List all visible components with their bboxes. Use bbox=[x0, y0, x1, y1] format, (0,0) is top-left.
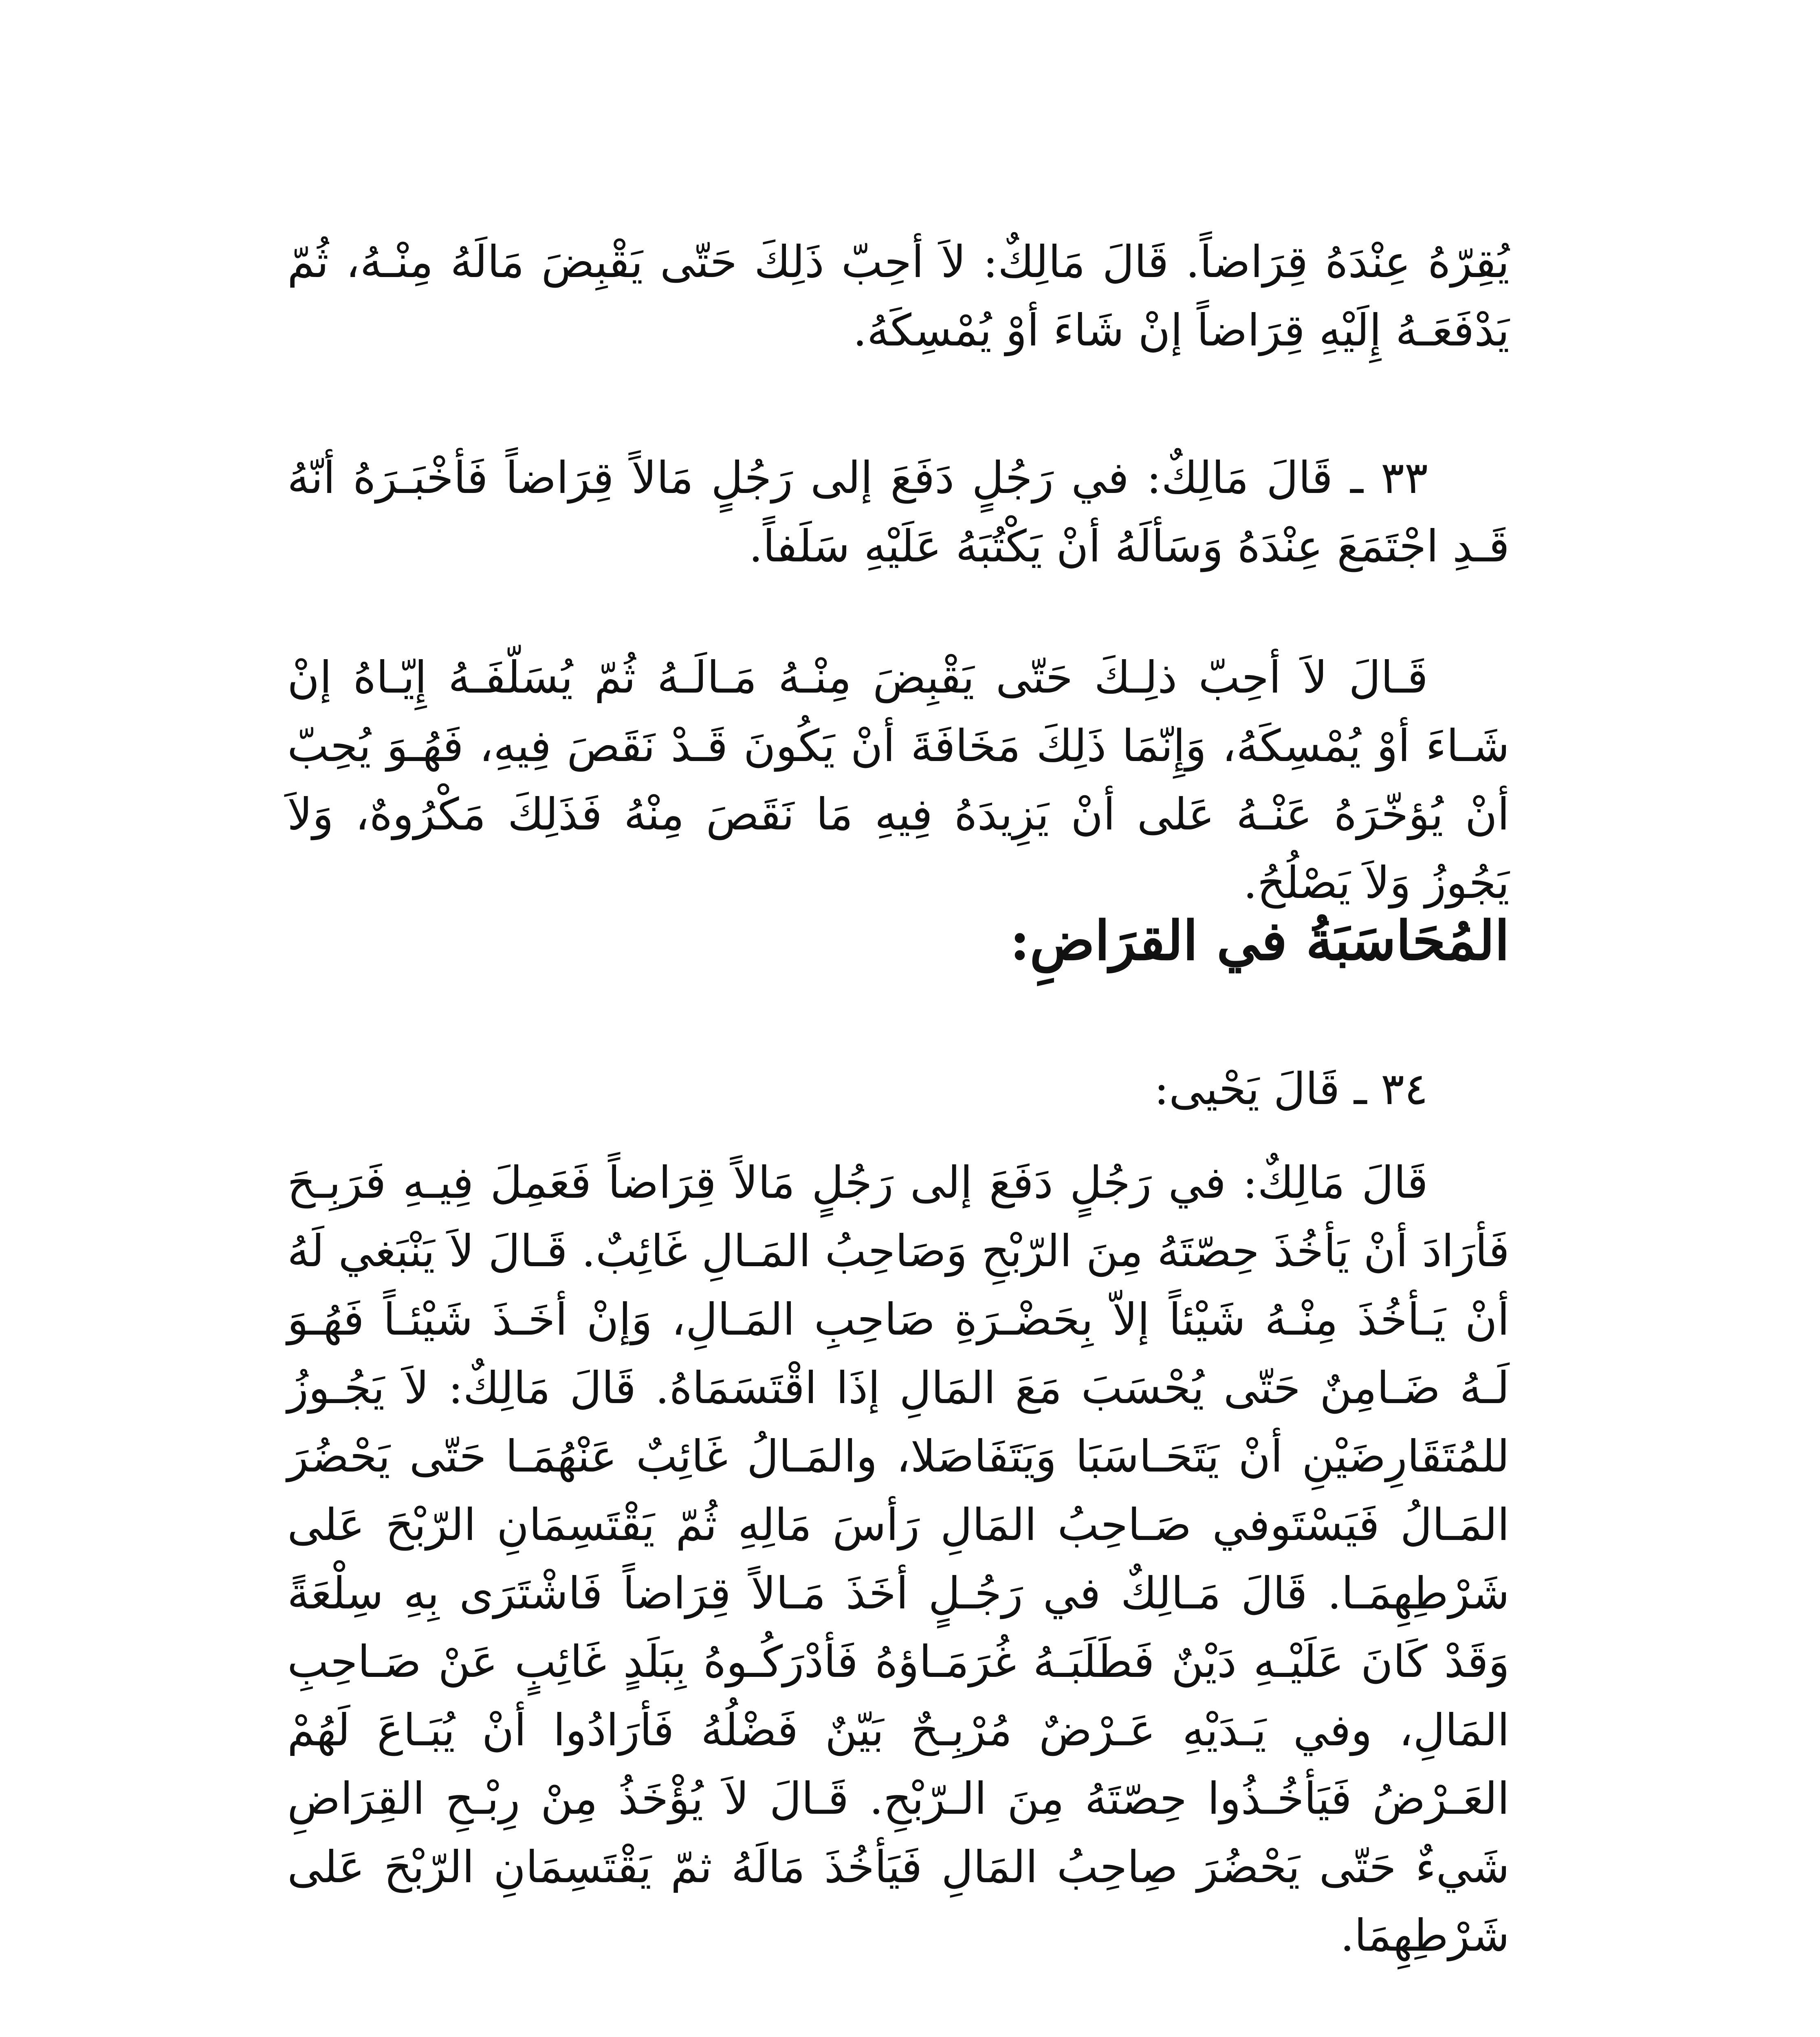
section-heading: المُحَاسَبَةُ في القرَاضِ: bbox=[1010, 909, 1510, 972]
paragraph-34-intro: ٣٤ ـ قَالَ يَحْيى: bbox=[1154, 1064, 1428, 1115]
paragraph-33-answer: قَـالَ لاَ أحِبّ ذلِـكَ حَتّى يَقْبِضَ مِنْـهُ مَـالَـهُ ثُمّ يُسَلّفَـهُ إِيّـاهُ إنْ شَـاءَ أوْ يُمْسِكَهُ، وَإِنّمَا ذَلِكَ مَخَافَةَ أنْ يَكُونَ قَـدْ نَقَصَ فِيهِ، فَهُـوَ يُحِبّ أنْ يُؤخّرَهُ عَنْـهُ عَلى أنْ يَزِيدَهُ فِيهِ مَا نَقَصَ مِنْهُ فَذَلِكَ مَكْرُوهٌ، وَلاَ يَجُوزُ وَلاَ يَصْلُحُ. bbox=[287, 652, 1510, 909]
paragraph-33: ٣٣ ـ قَالَ مَالِكٌ: في رَجُلٍ دَفَعَ إلى رَجُلٍ مَالاً قِرَاضاً فَأخْبَـرَهُ أنّهُ قَـدِ اجْتَمَعَ عِنْدَهُ وَسَألَهُ أنْ يَكْتُبَهُ عَلَيْهِ سَلَفاً. bbox=[287, 453, 1510, 572]
paragraph-34: قَالَ مَالِكٌ: في رَجُلٍ دَفَعَ إلى رَجُلٍ مَالاً قِرَاضاً فَعَمِلَ فِيـهِ فَرَبِـحَ فَأرَادَ أنْ يَأخُذَ حِصّتَهُ مِنَ الرّبْحِ وَصَاحِبُ المَـالِ غَائِبٌ. قَـالَ لاَ يَنْبَغي لَهُ أنْ يَـأخُذَ مِنْـهُ شَيْئاً إلاّ بِحَضْـرَةِ صَاحِبِ المَـالِ، وَإنْ أخَـذَ شَيْئـاً فَهُـوَ لَـهُ ضَـامِنٌ حَتّى يُحْسَبَ مَعَ المَالِ إذَا اقْتَسَمَاهُ. قَالَ مَالِكٌ: لاَ يَجُـوزُ للمُتَقَارِضَيْنِ أنْ يَتَحَـاسَبَا وَيَتَفَاصَلا، والمَـالُ غَائِبٌ عَنْهُمَـا حَتّى يَحْضُرَ المَـالُ فَيَسْتَوفي صَـاحِبُ المَالِ رَأسَ مَالِهِ ثُمّ يَقْتَسِمَانِ الرّبْحَ عَلى شَرْطِهِمَـا. قَالَ مَـالِكٌ في رَجُـلٍ أخَذَ مَـالاً قِرَاضاً فَاشْتَرَى بِهِ سِلْعَةً وَقَدْ كَانَ عَلَيْـهِ دَيْنٌ فَطَلَبَـهُ غُرَمَـاؤهُ فَأدْرَكُـوهُ بِبَلَدٍ غَائِبٍ عَنْ صَـاحِبِ المَالِ، وفي يَـدَيْهِ عَـرْضٌ مُرْبِـحٌ بَيّنٌ فَضْلُهُ فَأرَادُوا أنْ يُبَـاعَ لَهُمْ العَـرْضُ فَيَأخُـذُوا حِصّتَهُ مِنَ الـرّبْحِ. قَـالَ لاَ يُؤْخَذُ مِنْ رِبْـحِ القِرَاضِ شَيءٌ حَتّى يَحْضُرَ صِاحِبُ المَالِ فَيَأخُذَ مَالَهُ ثمّ يَقْتَسِمَانِ الرّبْحَ عَلى شَرْطِهِمَا. bbox=[287, 1157, 1510, 1961]
paragraph-continued: يُقِرّهُ عِنْدَهُ قِرَاضاً. قَالَ مَالِكٌ: لاَ أحِبّ ذَلِكَ حَتّى يَقْبِضَ مَالَهُ مِنْـهُ، ثُمّ يَدْفَعَـهُ إِلَيْهِ قِرَاضاً إنْ شَاءَ أوْ يُمْسِكَهُ. bbox=[287, 237, 1510, 356]
